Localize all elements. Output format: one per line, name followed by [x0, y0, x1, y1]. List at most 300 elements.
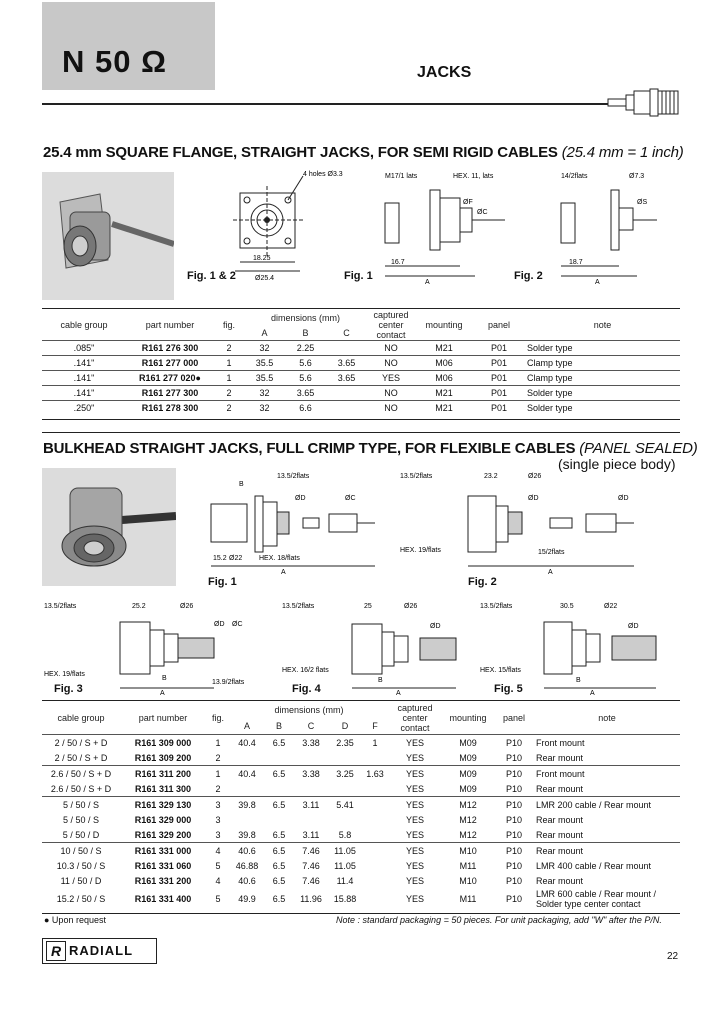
table2-cell-panel: P10: [505, 860, 522, 871]
table1-cell-c: 3.65: [326, 356, 367, 371]
table2-cell-note: Front mount: [534, 766, 680, 782]
th-panel: panel: [487, 320, 511, 330]
label-s2f3-phi-d: ØD: [214, 621, 225, 628]
t2-th-a: A: [243, 721, 250, 731]
drawing-s2-fig2: [398, 466, 680, 576]
label-s2f5-22: Ø22: [604, 603, 618, 610]
table2-cell-panel: P10: [494, 735, 534, 751]
table1-cell-fig: 2: [214, 386, 244, 401]
table1-cell-mounting: M06: [415, 356, 473, 371]
table2-cell-d: [328, 812, 362, 827]
label-holes: 4 holes Ø3.3: [303, 171, 343, 178]
table2-row: [42, 873, 680, 888]
label-s2f4-phi-d: ØD: [430, 623, 441, 630]
table2-cell-a: 46.88: [235, 860, 259, 871]
table2-cell-part: R161 331 000: [120, 843, 206, 859]
table2-cell-part: R161 331 060: [134, 860, 192, 871]
table2-cell-panel: P10: [505, 829, 522, 840]
label-s2f4-26: Ø26: [404, 603, 418, 610]
label-a-2: A: [595, 279, 600, 286]
table2-cell-c: 3.38: [294, 735, 328, 751]
table2-cell-cable: 10 / 50 / S: [42, 843, 120, 859]
table2-cell-note: LMR 600 cable / Rear mount / Solder type center contact: [536, 889, 657, 909]
table2-cell-cable: 10.3 / 50 / S: [56, 860, 106, 871]
table2-row: [42, 766, 680, 782]
radiall-logo: [42, 938, 157, 964]
fig-label-s2-3: Fig. 3: [54, 683, 83, 695]
table2-cell-c: 7.46: [302, 875, 320, 886]
table2-cell-part: R161 331 200: [134, 875, 192, 886]
table1-cell-c: [326, 401, 367, 416]
label-s2f1-b: B: [239, 481, 244, 488]
table2-cell-d: 5.8: [338, 829, 352, 840]
table1-header-row-1: [42, 310, 680, 326]
table1-cell-part: R161 277 020●: [126, 371, 214, 386]
table1-cell-a: 32: [244, 386, 285, 401]
table2-cell-panel: P10: [505, 752, 522, 763]
table2-cell-f: [362, 812, 388, 827]
table1-row: [42, 401, 680, 416]
drawing-s2-fig1: [195, 466, 385, 576]
table2-cell-fig: 3: [215, 829, 221, 840]
table2-row: [42, 797, 680, 813]
label-s2f4-25: 25: [364, 603, 372, 610]
table2-cell-captured: YES: [405, 894, 424, 904]
drawing-fig2-side-view: [545, 168, 680, 286]
table2-cell-d: 11.05: [328, 843, 362, 859]
page-title: N 50 Ω: [62, 44, 167, 79]
table2-cell-mounting: M09: [442, 735, 494, 751]
table2-cell-panel: P10: [505, 814, 522, 825]
label-s2f4-hex-16: HEX. 16/2 flats: [282, 667, 329, 674]
section2-title-text: BULKHEAD STRAIGHT JACKS, FULL CRIMP TYPE, FOR FLEXIBLE CABLES: [43, 440, 576, 457]
table2-cell-d: 11.05: [334, 860, 356, 871]
table2-cell-c: 7.46: [302, 860, 320, 871]
t2-th-f: F: [372, 721, 378, 731]
table2-cell-cable: 2.6 / 50 / S + D: [50, 783, 112, 794]
table1-cell-b: 6.6: [285, 401, 326, 416]
table2-row: [42, 888, 680, 910]
label-phi-s: ØS: [637, 199, 648, 206]
table1-cell-part: R161 276 300: [126, 341, 214, 356]
table2-cell-a: 49.9: [238, 894, 256, 904]
table1-cell-a: 35.5: [244, 356, 285, 371]
label-s2f1-13-5: 13.5/2flats: [277, 473, 310, 480]
table2-cell-fig: 1: [206, 766, 230, 782]
table1-cell-cable: .250": [42, 401, 126, 416]
table2-cell-cable: 11 / 50 / D: [60, 875, 102, 886]
table2-cell-captured: YES: [388, 735, 442, 751]
table1-cell-part: R161 278 300: [126, 401, 214, 416]
table2-cell-c: [294, 812, 328, 827]
t2-th-fig: fig.: [211, 713, 224, 723]
product-photo-bulkhead: [42, 468, 176, 586]
table2-cell-a: 40.6: [238, 875, 256, 886]
label-25-4: Ø25.4: [255, 275, 275, 282]
table1-cell-c: [326, 341, 367, 356]
category-label: JACKS: [417, 64, 472, 81]
table1-cell-mounting: M21: [415, 386, 473, 401]
table1-row: [42, 356, 680, 371]
table2-cell-fig: 2: [215, 783, 221, 794]
table1-row: [42, 371, 680, 386]
label-s2f1-phi-d: ØD: [295, 495, 306, 502]
table1-cell-panel: P01: [473, 356, 525, 371]
header-title-box: [42, 2, 215, 90]
drawing-s2-fig5: [478, 598, 680, 696]
th-cable-group: cable group: [60, 320, 108, 330]
table1-cell-cable: .141": [42, 356, 126, 371]
table1-cell-cable: .085": [42, 341, 126, 356]
label-s2f5-30-5: 30.5: [560, 603, 574, 610]
table2-cell-note: Rear mount: [536, 829, 584, 840]
section2-subtitle: (single piece body): [558, 456, 676, 472]
t2-th-captured: [388, 702, 442, 735]
table1-cell-panel: P01: [473, 401, 525, 416]
section1-title-note: (25.4 mm = 1 inch): [561, 144, 684, 161]
label-hex-11: HEX. 11, lats: [453, 173, 494, 180]
fig-label-s2-5: Fig. 5: [494, 683, 523, 695]
table2-cell-b: 6.5: [264, 766, 294, 782]
table2-cell-c: 3.11: [294, 797, 328, 813]
connector-header-icon: [600, 85, 682, 121]
th-b: B: [302, 328, 309, 338]
radiall-logo-text: RADIALL: [69, 943, 134, 958]
section1-title: [43, 144, 684, 161]
table1-cell-part: R161 277 300: [126, 386, 214, 401]
table2-row: [42, 843, 680, 859]
table2-cell-c: 11.96: [300, 894, 322, 904]
table2-cell-note: Rear mount: [536, 875, 584, 886]
t2-th-cable-group: cable group: [57, 713, 105, 723]
table1-cell-cable: .141": [42, 371, 126, 386]
table2-cell-b: 6.5: [272, 894, 286, 904]
t2-th-captured-2: center: [402, 713, 428, 723]
table2-cell-a: [230, 781, 264, 797]
table2-cell-c: 7.46: [294, 843, 328, 859]
label-18-7: 18.7: [569, 259, 583, 266]
table2-cell-f: [362, 827, 388, 843]
table1-cell-fig: 1: [214, 371, 244, 386]
table2-row: [42, 750, 680, 766]
table2-cell-fig: 1: [206, 735, 230, 751]
label-s2f4-a: A: [396, 690, 401, 696]
table2-cell-captured: YES: [405, 875, 424, 886]
th-fig: fig.: [222, 320, 235, 330]
table1-cell-c: 3.65: [326, 371, 367, 386]
label-s2f2-26: Ø26: [528, 473, 542, 480]
table2-cell-b: 6.5: [264, 735, 294, 751]
table1-row: [42, 386, 680, 401]
table2-cell-f: [362, 873, 388, 888]
section2-rule: [42, 432, 680, 433]
section1-title-text: 25.4 mm SQUARE FLANGE, STRAIGHT JACKS, FOR SEMI RIGID CABLES: [43, 144, 558, 161]
table2-cell-c: [294, 750, 328, 766]
table2-cell-mounting: M12: [459, 829, 477, 840]
t2-th-b: B: [275, 721, 282, 731]
table2-cell-cable: 5 / 50 / S: [42, 797, 120, 813]
table2-cell-note: Rear mount: [536, 752, 584, 763]
table2-cell-mounting: M11: [459, 894, 477, 904]
label-s2f5-a: A: [590, 690, 595, 696]
table2-cell-f: [362, 781, 388, 797]
table2-cell-part: R161 331 400: [134, 894, 192, 904]
table1-cell-b: 5.6: [285, 356, 326, 371]
table1-cell-note: Solder type: [525, 341, 680, 356]
table2-cell-a: [230, 812, 264, 827]
table1-cell-part: R161 277 000: [126, 356, 214, 371]
table2-cell-part: R161 329 000: [134, 814, 192, 825]
table2-cell-panel: P10: [505, 875, 522, 886]
label-14-flats: 14/2flats: [561, 173, 588, 180]
table1-cell-captured: YES: [367, 371, 415, 386]
table2-cell-note: Rear mount: [536, 814, 584, 825]
product-photo-square-flange: [42, 172, 174, 300]
table2-cell-d: 5.41: [328, 797, 362, 813]
table2-cell-mounting: M11: [459, 860, 477, 871]
table2-cell-note: Rear mount: [534, 843, 680, 859]
header-rule: [42, 103, 608, 105]
table1-cell-mounting: M06: [415, 371, 473, 386]
label-s2f2-15: 15/2flats: [538, 549, 565, 556]
table2-cell-cable: 2 / 50 / S + D: [42, 735, 120, 751]
fig-label-1-2: Fig. 1 & 2: [187, 270, 236, 282]
t2-th-dimensions: dimensions (mm): [274, 705, 344, 715]
table2-cell-c: 3.11: [302, 829, 320, 840]
table2-cell-mounting: M09: [442, 766, 494, 782]
table2-cell-mounting: M10: [459, 875, 477, 886]
th-captured-2: center: [378, 320, 404, 330]
table2-cell-b: 6.5: [272, 829, 286, 840]
drawing-s2-fig3: [42, 598, 267, 696]
th-dimensions: dimensions (mm): [270, 313, 340, 323]
table1-cell-mounting: M21: [415, 341, 473, 356]
t2-th-note: note: [598, 713, 616, 723]
table2-cell-b: [264, 781, 294, 797]
table2-row: [42, 735, 680, 751]
table2-cell-note: LMR 400 cable / Rear mount: [536, 860, 652, 871]
table2-cell-a: [230, 750, 264, 766]
table2-cell-c: [294, 781, 328, 797]
page-number: 22: [667, 951, 679, 962]
table2-cell-fig: 2: [215, 752, 221, 763]
label-s2f3-13-5: 13.5/2flats: [44, 603, 77, 610]
table1-cell-captured: NO: [367, 356, 415, 371]
table2: [42, 702, 680, 910]
table1-cell-fig: 2: [214, 401, 244, 416]
table1-cell-b: 3.65: [285, 386, 326, 401]
table2-cell-cable: 15.2 / 50 / S: [56, 894, 106, 904]
table1-cell-captured: NO: [367, 341, 415, 356]
table2-cell-f: [362, 797, 388, 813]
table2-cell-captured: YES: [405, 783, 424, 794]
table1-cell-captured: NO: [367, 386, 415, 401]
table1-cell-captured: NO: [367, 401, 415, 416]
t2-th-captured-1: captured: [397, 703, 433, 713]
table2-cell-cable: 2 / 50 / S + D: [54, 752, 108, 763]
table2-cell-panel: P10: [505, 894, 522, 904]
th-captured: [367, 310, 415, 341]
table2-cell-captured: YES: [388, 766, 442, 782]
table1-cell-note: Clamp type: [525, 356, 680, 371]
table2-cell-part: R161 311 300: [134, 783, 192, 794]
table2-cell-part: R161 311 200: [120, 766, 206, 782]
t2-th-part-number: part number: [138, 713, 188, 723]
table2-cell-cable: 5 / 50 / D: [62, 829, 100, 840]
table1: [42, 310, 680, 415]
table1-cell-a: 32: [244, 341, 285, 356]
label-s2f1-22: Ø22: [229, 555, 243, 562]
table2-cell-part: R161 329 200: [134, 829, 192, 840]
table2-cell-d: 2.35: [328, 735, 362, 751]
th-c: C: [343, 328, 350, 338]
table2-cell-captured: YES: [405, 752, 424, 763]
fig-label-2: Fig. 2: [514, 270, 543, 282]
table2-row: [42, 781, 680, 797]
table1-cell-cable: .141": [42, 386, 126, 401]
table2-cell-b: [264, 812, 294, 827]
section2-title-note: (PANEL SEALED): [579, 440, 698, 457]
table2-cell-cable: 5 / 50 / S: [62, 814, 100, 825]
table1-cell-mounting: M21: [415, 401, 473, 416]
label-s2f3-a: A: [160, 690, 165, 696]
section2-title: [43, 440, 698, 457]
label-s2f1-phi-c: ØC: [345, 495, 356, 502]
label-7-3: Ø7.3: [629, 173, 645, 180]
table2-cell-a: 39.8: [230, 797, 264, 813]
label-phi-f: ØF: [463, 199, 473, 206]
table2-cell-captured: YES: [405, 814, 424, 825]
table2-row: [42, 827, 680, 843]
radiall-logo-icon: R: [46, 941, 66, 961]
table2-cell-captured: YES: [388, 843, 442, 859]
table2-cell-f: [362, 843, 388, 859]
drawing-fig1-side-view: [375, 168, 515, 286]
table2-cell-part: R161 309 000: [120, 735, 206, 751]
label-s2f5-13-5: 13.5/2flats: [480, 603, 513, 610]
th-captured-3: contact: [376, 330, 406, 340]
label-s2f3-b: B: [162, 675, 167, 682]
table1-cell-note: Solder type: [525, 401, 680, 416]
table2-cell-fig: 4: [206, 843, 230, 859]
table2-cell-cable: 2.6 / 50 / S + D: [42, 766, 120, 782]
table2-cell-f: [362, 888, 388, 910]
label-s2f3-phi-c: ØC: [232, 621, 243, 628]
table2-cell-captured: YES: [405, 829, 424, 840]
table1-cell-b: 2.25: [285, 341, 326, 356]
table2-cell-captured: YES: [388, 797, 442, 813]
label-s2f4-b: B: [378, 677, 383, 684]
table1-cell-a: 35.5: [244, 371, 285, 386]
table2-cell-panel: P10: [505, 783, 522, 794]
table2-cell-d: [328, 750, 362, 766]
fig-label-s2-2: Fig. 2: [468, 576, 497, 588]
footnote-upon-request: ● Upon request: [44, 915, 106, 925]
table2-cell-fig: 4: [215, 875, 221, 886]
label-s2f2-a: A: [548, 569, 553, 576]
table2-cell-note: Front mount: [534, 735, 680, 751]
footnote-packaging: Note : standard packaging = 50 pieces. For unit packaging, add "W" after the P/N.: [336, 915, 662, 925]
table1-cell-panel: P01: [473, 371, 525, 386]
label-m17: M17/1 lats: [385, 173, 418, 180]
table1-cell-panel: P01: [473, 386, 525, 401]
table1-row: [42, 341, 680, 356]
label-a: A: [425, 279, 430, 286]
table2-cell-mounting: M12: [442, 797, 494, 813]
table2-cell-fig: 5: [215, 860, 221, 871]
table1-cell-note: Clamp type: [525, 371, 680, 386]
label-16-7: 16.7: [391, 259, 405, 266]
label-s2f1-a: A: [281, 569, 286, 576]
label-s2f2-23-2: 23.2: [484, 473, 498, 480]
label-s2f5-hex-15: HEX. 15/flats: [480, 667, 521, 674]
th-captured-1: captured: [373, 310, 409, 320]
table2-row: [42, 858, 680, 873]
table2-cell-part: R161 309 200: [134, 752, 192, 763]
table1-cell-fig: 1: [214, 356, 244, 371]
label-s2f3-13-9: 13.9/2flats: [212, 679, 245, 686]
label-s2f2-hex-19: HEX. 19/flats: [400, 547, 441, 554]
label-s2f1-15-2: 15.2: [213, 555, 227, 562]
table2-cell-c: 3.38: [294, 766, 328, 782]
label-s2f5-phi-d: ØD: [628, 623, 639, 630]
drawing-s2-fig4: [280, 598, 470, 696]
table2-cell-mounting: M09: [459, 783, 477, 794]
table2-cell-b: 6.5: [272, 860, 286, 871]
table1-cell-fig: 2: [214, 341, 244, 356]
table2-header-row-1: [42, 702, 680, 718]
fig-label-s2-1: Fig. 1: [208, 576, 237, 588]
t2-th-d: D: [341, 721, 349, 731]
table2-cell-panel: P10: [494, 843, 534, 859]
table2-cell-mounting: M12: [459, 814, 477, 825]
table1-cell-b: 5.6: [285, 371, 326, 386]
table2-cell-a: 40.4: [230, 735, 264, 751]
table2-cell-mounting: M09: [459, 752, 477, 763]
label-s2f2-13-5: 13.5/2flats: [400, 473, 433, 480]
table2-cell-fig: 3: [215, 814, 221, 825]
drawing-fig12-front-view: [205, 168, 355, 283]
table2-cell-b: 6.5: [264, 843, 294, 859]
table2-cell-d: 11.4: [336, 875, 354, 886]
th-note: note: [593, 320, 612, 330]
table2-cell-a: 40.6: [230, 843, 264, 859]
t2-th-mounting: mounting: [449, 713, 487, 723]
table2-cell-d: 3.25: [328, 766, 362, 782]
table2-cell-fig: 3: [206, 797, 230, 813]
label-s2f2-phi-d: ØD: [528, 495, 539, 502]
table2-cell-a: 40.4: [230, 766, 264, 782]
th-mounting: mounting: [425, 320, 463, 330]
label-s2f5-b: B: [576, 677, 581, 684]
table2-cell-note: LMR 200 cable / Rear mount: [534, 797, 680, 813]
table2-cell-fig: 5: [215, 894, 221, 904]
table1-cell-panel: P01: [473, 341, 525, 356]
t2-th-panel: panel: [502, 713, 526, 723]
table2-cell-f: 1.63: [362, 766, 388, 782]
label-s2f2-phi-d-2: ØD: [618, 495, 629, 502]
table2-cell-b: [264, 750, 294, 766]
label-s2f3-hex-19: HEX. 19/flats: [44, 671, 85, 678]
table2-cell-panel: P10: [494, 797, 534, 813]
fig-label-s2-4: Fig. 4: [292, 683, 321, 695]
label-s2f4-13-5: 13.5/2flats: [282, 603, 315, 610]
table2-cell-d: 15.88: [333, 894, 357, 904]
table1-cell-a: 32: [244, 401, 285, 416]
th-a: A: [261, 328, 268, 338]
fig-label-1: Fig. 1: [344, 270, 373, 282]
table2-cell-f: [362, 858, 388, 873]
